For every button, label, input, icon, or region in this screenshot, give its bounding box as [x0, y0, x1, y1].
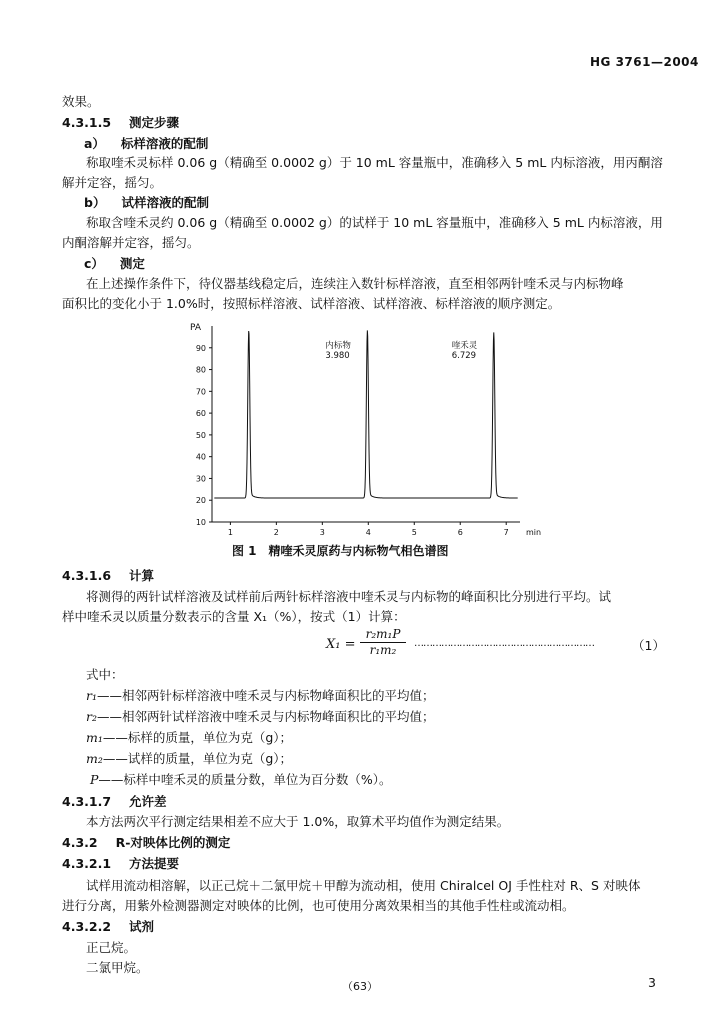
y-tick-label: 70	[195, 387, 206, 397]
text-line: 在上述操作条件下，待仪器基线稳定后，连续注入数针标样溶液，直至相邻两针喹禾灵与内标物峰	[86, 276, 624, 291]
list-title: 测定	[119, 256, 145, 271]
text-line: 正己烷。	[86, 940, 137, 955]
subsection-c	[84, 254, 145, 274]
list-title: 试样溶液的配制	[121, 195, 209, 210]
section-number: 4.3.1.6	[62, 568, 112, 583]
y-tick-label: 50	[195, 430, 206, 440]
section-heading-432	[62, 833, 230, 853]
definition-r1	[86, 686, 435, 706]
section-number: 4.3.1.7	[62, 794, 112, 809]
definition-symbol: r₂	[86, 709, 97, 724]
formula-numerator: r₂m₁P	[365, 627, 401, 641]
text-line: 解并定容，摇匀。	[62, 175, 163, 190]
list-label: c）	[84, 256, 104, 271]
definition-symbol: m₁	[86, 730, 103, 745]
peak-label: 内标物	[325, 341, 351, 351]
section-title: 计算	[129, 568, 155, 583]
y-axis-label: PA	[190, 323, 202, 333]
definition-symbol: r₁	[86, 688, 97, 703]
y-tick-label: 90	[195, 343, 206, 353]
definition-m1	[86, 728, 292, 748]
section-title: 允许差	[129, 794, 167, 809]
footer-center-number: （63）	[342, 980, 378, 993]
section-heading-4316	[62, 566, 154, 586]
definition-text: ——标样中喹禾灵的质量分数，单位为百分数（%）。	[98, 772, 392, 787]
x-tick-label: 5	[411, 528, 417, 537]
formula-lhs: X₁ =	[326, 637, 356, 652]
text-line: 面积比的变化小于 1.0%时，按照标样溶液、试样溶液、试样溶液、标样溶液的顺序测定。	[62, 296, 561, 311]
text-line: 效果。	[62, 94, 100, 109]
definition-text: ——试样的质量，单位为克（g）；	[102, 751, 293, 766]
section-title: 试剂	[129, 919, 155, 934]
subsection-b	[84, 193, 209, 213]
definition-p	[90, 770, 392, 790]
x-tick-label: 2	[273, 528, 279, 537]
section-title: 测定步骤	[129, 115, 180, 130]
list-label: b）	[84, 195, 106, 210]
text-line: 试样用流动相溶解，以正己烷＋二氯甲烷＋甲醇为流动相，使用 Chiralcel OJ 手性柱对 R、S 对映体	[86, 878, 641, 893]
text-line: 称取喹禾灵标样 0.06 g（精确至 0.0002 g）于 10 mL 容量瓶中，准确移入 5 mL 内标溶液，用丙酮溶	[86, 155, 663, 170]
text-line: 称取含喹禾灵约 0.06 g（精确至 0.0002 g）的试样于 10 mL 容量瓶中，准确移入 5 mL 内标溶液，用	[86, 215, 663, 230]
text-line: 二氯甲烷。	[86, 960, 149, 975]
section-heading-4315	[62, 113, 179, 133]
text-line: 进行分离，用紫外检测器测定对映体的比例，也可使用分离效果相当的其他手性柱或流动相。	[62, 898, 575, 913]
section-number: 4.3.2	[62, 835, 98, 850]
section-number: 4.3.2.2	[62, 919, 112, 934]
y-tick-label: 10	[195, 518, 206, 527]
peak-retention-time: 3.980	[325, 351, 350, 361]
x-tick-label: 1	[227, 528, 233, 537]
definition-text: ——相邻两针试样溶液中喹禾灵与内标物峰面积比的平均值；	[97, 709, 435, 724]
definition-text: ——相邻两针标样溶液中喹禾灵与内标物峰面积比的平均值；	[97, 688, 435, 703]
section-number: 4.3.2.1	[62, 856, 112, 871]
y-tick-label: 40	[195, 452, 206, 462]
list-label: a）	[84, 136, 105, 151]
formula-fraction	[360, 627, 406, 657]
y-tick-label: 80	[195, 365, 206, 375]
section-heading-4321	[62, 854, 179, 874]
where-label: 式中：	[86, 667, 124, 682]
definition-m2	[86, 749, 292, 769]
y-tick-label: 30	[195, 474, 206, 484]
formula-denominator: r₁m₂	[360, 642, 406, 657]
section-title: R-对映体比例的测定	[115, 835, 231, 850]
chromatogram-chart	[170, 318, 550, 540]
figure-caption: 图 1 精喹禾灵原药与内标物气相色谱图	[232, 544, 449, 558]
x-tick-label: 6	[457, 528, 463, 537]
y-tick-label: 20	[195, 496, 206, 506]
x-tick-label: 7	[503, 528, 509, 537]
peak-label: 喹禾灵	[451, 341, 478, 351]
list-title: 标样溶液的配制	[120, 136, 209, 151]
definition-r2	[86, 707, 435, 727]
standard-code: HG 3761—2004	[590, 55, 699, 69]
y-tick-label: 60	[195, 409, 206, 419]
section-heading-4322	[62, 917, 154, 937]
section-heading-4317	[62, 792, 167, 812]
formula-leader-dots: ……………………………………………………	[414, 638, 594, 649]
subsection-a	[84, 134, 208, 154]
text-line: 将测得的两针试样溶液及试样前后两针标样溶液中喹禾灵与内标物的峰面积比分别进行平均。试	[86, 589, 612, 604]
peak-retention-time: 6.729	[451, 351, 477, 361]
section-title: 方法提要	[129, 856, 180, 871]
section-number: 4.3.1.5	[62, 115, 112, 130]
x-tick-label: 3	[319, 528, 325, 537]
definition-symbol: m₂	[86, 751, 103, 766]
text-line: 样中喹禾灵以质量分数表示的含量 X₁（%），按式（1）计算：	[62, 609, 406, 624]
x-tick-label: 4	[365, 528, 371, 537]
x-axis-label: min	[526, 528, 542, 537]
formula-number: （1）	[632, 638, 665, 653]
definition-text: ——标样的质量，单位为克（g）；	[102, 730, 293, 745]
page-number: 3	[648, 975, 656, 990]
definition-symbol: P	[90, 772, 99, 787]
text-line: 内酮溶解并定容，摇匀。	[62, 235, 200, 250]
text-line: 本方法两次平行测定结果相差不应大于 1.0%，取算术平均值作为测定结果。	[86, 814, 510, 829]
